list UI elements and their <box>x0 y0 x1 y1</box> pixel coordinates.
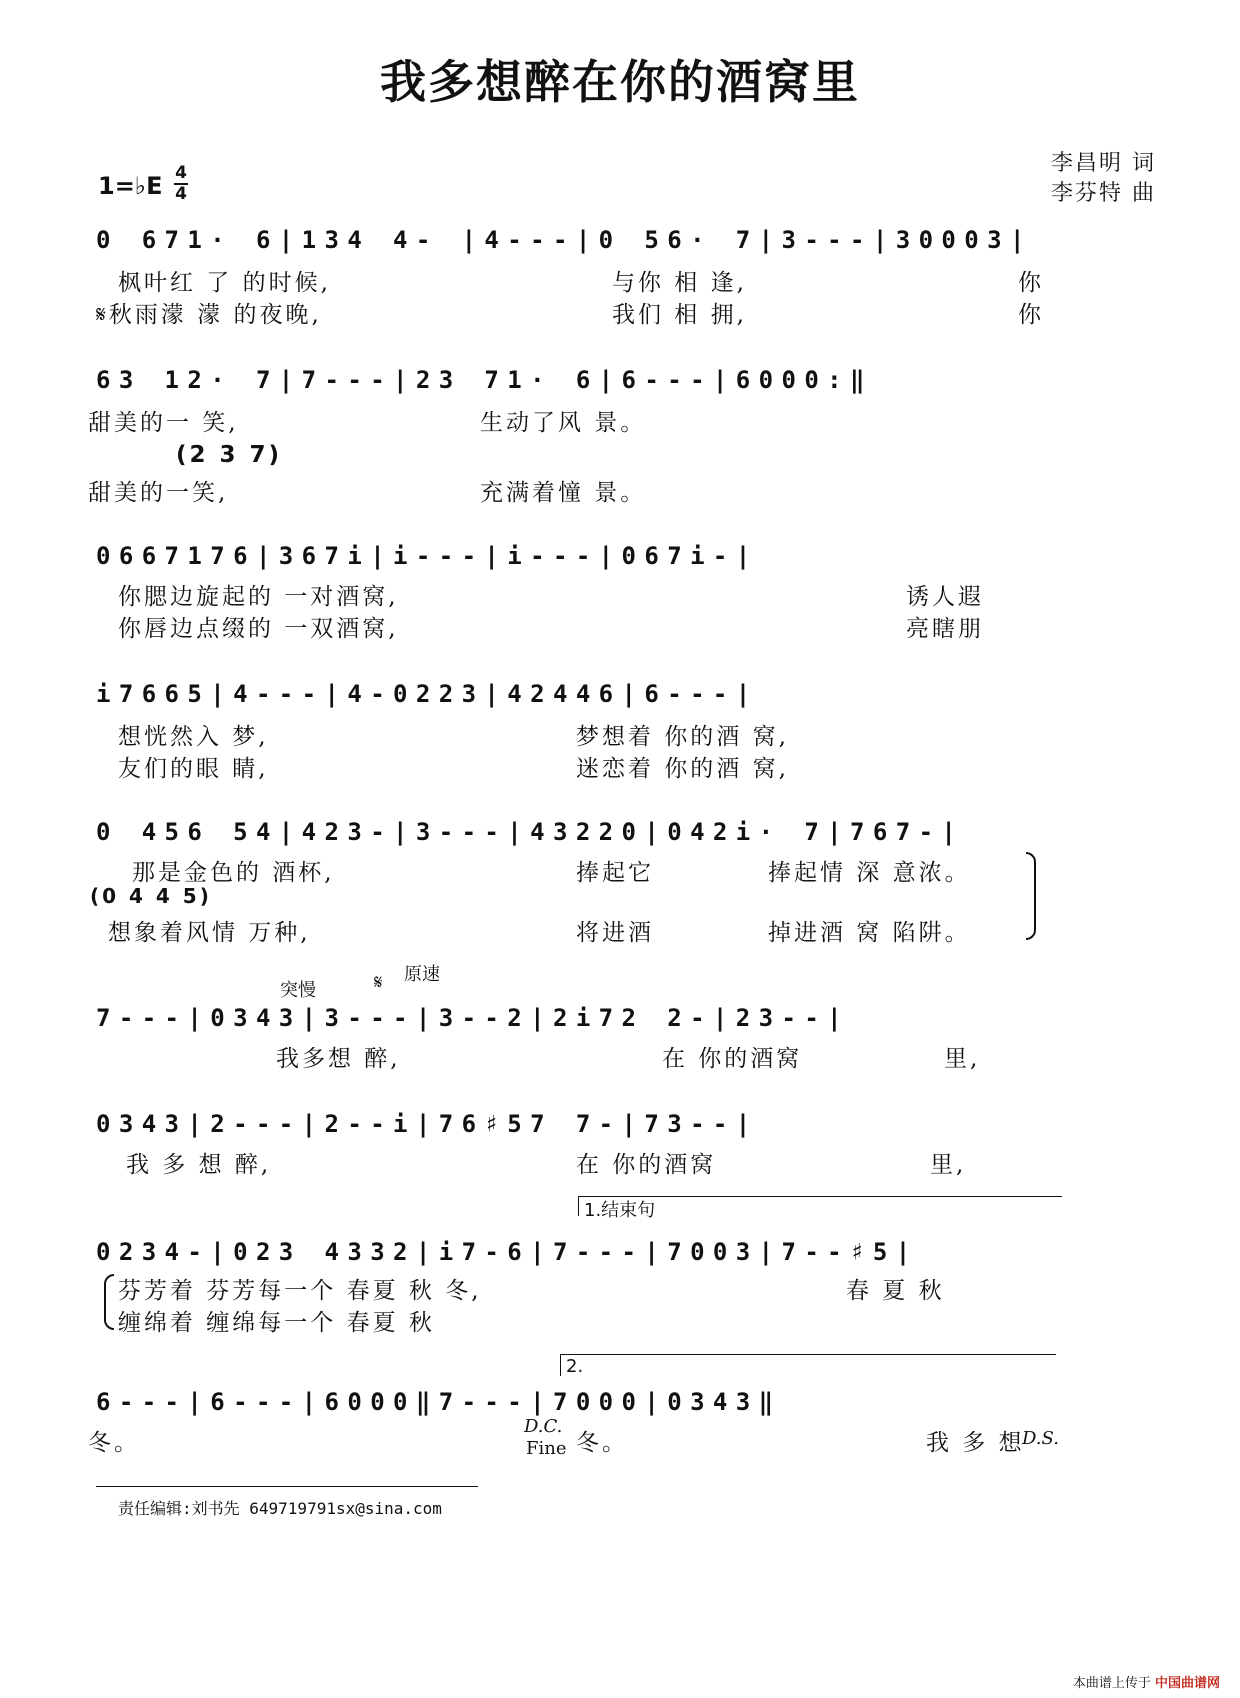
watermark-site: 中国曲谱网 <box>1154 1676 1220 1691</box>
lyric-2-b: 生动了风 景。 <box>480 410 647 436</box>
lyric-2-c: (2 3 7) <box>176 442 283 468</box>
lyric-2-d: 甜美的一笑, <box>88 480 229 506</box>
lyric-6-c: 里, <box>944 1046 981 1072</box>
ending-2-line <box>560 1354 1056 1355</box>
lyric-4-d: 迷恋着 你的酒 窝, <box>576 756 789 782</box>
site-watermark <box>1073 1672 1220 1691</box>
notation-line-6: 7---|0343|3---|3--2|2i72 2-|23--| <box>96 1004 851 1032</box>
ending-1-tick <box>578 1196 579 1216</box>
editor-credit: 责任编辑:刘书先 649719791sx@sina.com <box>118 1499 442 1518</box>
lyric-1-b: 与你 相 逢, <box>612 270 747 296</box>
lyric-7-c: 里, <box>930 1152 967 1178</box>
lyricist-credit: 李昌明 词 <box>1051 151 1156 176</box>
lyric-2-e: 充满着憧 景。 <box>480 480 647 506</box>
lyric-5-e: 想象着风情 万种, <box>108 920 311 946</box>
tempo-mark: 原速 <box>404 964 440 985</box>
lyric-5-g: 掉进酒 窝 陷阱。 <box>768 920 971 946</box>
verse-bracket <box>1026 852 1036 940</box>
lyric-8-a: 芬芳着 芬芳每一个 春夏 秋 冬, <box>118 1278 482 1304</box>
lyric-5-a: 那是金色的 酒杯, <box>132 860 335 886</box>
time-bottom: 4 <box>175 184 187 204</box>
slow-mark: 突慢 <box>280 980 316 1001</box>
lyric-8-b: 春 夏 秋 <box>846 1278 945 1304</box>
lyric-1-e: 我们 相 拥, <box>612 302 747 328</box>
lyric-1-c: 你 <box>1018 270 1044 296</box>
lyric-1-a: 枫叶红 了 的时候, <box>118 270 331 296</box>
lyric-9-a: 冬。 <box>88 1430 140 1456</box>
composer-credit: 李芬特 曲 <box>1051 181 1156 206</box>
watermark-text: 本曲谱上传于 <box>1072 1676 1151 1691</box>
notation-line-7: 0343|2---|2--i|76♯57 7-|73--| <box>96 1110 759 1138</box>
lyric-5-f: 将进酒 <box>576 920 654 946</box>
lyric-3-a: 你腮边旋起的 一对酒窝, <box>118 584 399 610</box>
verse-brace <box>104 1274 114 1330</box>
lyric-7-b: 在 你的酒窝 <box>576 1152 717 1178</box>
ending-2-label: 2. <box>566 1356 584 1377</box>
lyric-1-d: 𝄋秋雨濛 濛 的夜晚, <box>96 302 322 328</box>
footer-divider <box>96 1486 478 1487</box>
dc-mark: D.C. <box>524 1416 563 1437</box>
lyric-9-b: 冬。 <box>576 1430 628 1456</box>
lyric-5-c: 捧起情 深 意浓。 <box>768 860 971 886</box>
ending-2-tick <box>560 1354 561 1376</box>
lyric-3-b: 诱人遐 <box>906 584 984 610</box>
lyric-3-d: 亮瞎朋 <box>906 616 984 642</box>
notation-line-9: 6---|6---|6000‖7---|7000|0343‖ <box>96 1388 782 1416</box>
lyric-5-b: 捧起它 <box>576 860 654 886</box>
lyric-8-c: 缠绵着 缠绵每一个 春夏 秋 <box>118 1310 435 1336</box>
lyric-1-f: 你 <box>1018 302 1044 328</box>
fine-mark: Fine <box>526 1438 567 1459</box>
notation-line-3: 0667176|367i|i---|i---|067i-| <box>96 542 759 570</box>
segno-icon: 𝄋 <box>374 970 383 994</box>
lyric-5-d: (0 4 4 5) <box>90 884 212 908</box>
notation-line-5: 0 456 54|423-|3---|43220|042i· 7|767-| <box>96 818 965 846</box>
notation-line-4: i7665|4---|4-0223|42446|6---| <box>96 680 759 708</box>
lyric-9-c: 我 多 想 <box>926 1430 1025 1456</box>
lyric-4-c: 友们的眼 睛, <box>118 756 269 782</box>
page-title: 我多想醉在你的酒窝里 <box>380 55 860 109</box>
notation-line-8: 0234-|023 4332|i7-6|7---|7003|7--♯5| <box>96 1238 919 1266</box>
lyric-6-a: 我多想 醉, <box>276 1046 401 1072</box>
lyric-2-a: 甜美的一 笑, <box>88 410 239 436</box>
time-top: 4 <box>175 163 187 183</box>
lyric-3-c: 你唇边点缀的 一双酒窝, <box>118 616 399 642</box>
time-signature <box>174 164 188 204</box>
ending-1-label: 1.结束句 <box>584 1200 656 1221</box>
ds-mark: D.S. <box>1022 1428 1059 1449</box>
key-signature: 1=♭E <box>98 172 163 200</box>
lyric-7-a: 我 多 想 醉, <box>126 1152 272 1178</box>
notation-line-1: 0 671· 6|134 4- |4---|0 56· 7|3---|30003| <box>96 226 1033 254</box>
lyric-6-b: 在 你的酒窝 <box>662 1046 803 1072</box>
lyric-4-a: 想恍然入 梦, <box>118 724 269 750</box>
notation-line-2: 63 12· 7|7---|23 71· 6|6---|6000:‖ <box>96 366 873 394</box>
lyric-4-b: 梦想着 你的酒 窝, <box>576 724 789 750</box>
